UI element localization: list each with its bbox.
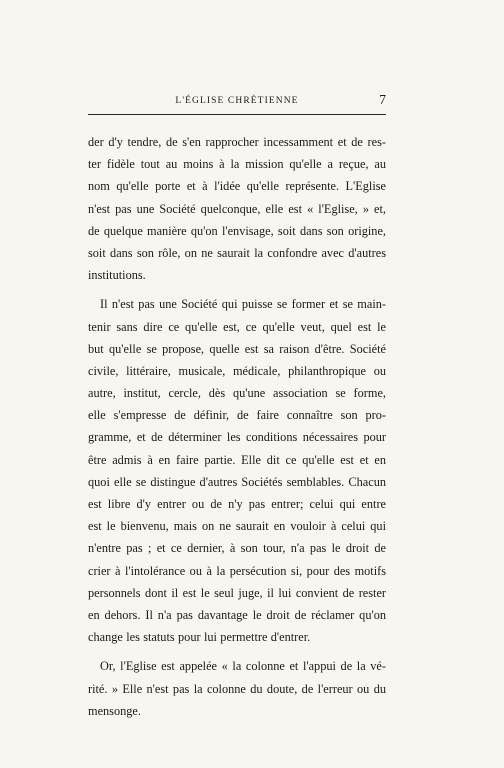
text-line: change les statuts pour lui permettre d'entrer. [88, 630, 311, 645]
text-line: Il n'est pas une Société qui puisse se former et se main- [100, 297, 386, 312]
text-line: gramme, et de déterminer les conditions nécessaires pour [88, 430, 386, 445]
running-title: L'ÉGLISE CHRÉTIENNE [175, 96, 299, 106]
text-line: est libre d'y entrer ou de n'y pas entrer; celui qui entre [88, 497, 386, 511]
text-line: en dehors. Il n'a pas davantage le droit de réclamer qu'on [88, 607, 386, 622]
text-line: de quelque manière qu'on l'envisage, soit dans son origine, [88, 223, 386, 238]
page-header [88, 90, 386, 115]
text-line: nom qu'elle porte et à l'idée qu'elle représente. L'Eglise [88, 179, 386, 194]
text-line: ter fidèle tout au moins à la mission qu'elle a reçue, au [88, 157, 386, 172]
page-number: 7 [379, 92, 386, 107]
text-line: crier à l'intolérance ou à la persécution si, pour des motifs [88, 563, 386, 578]
text-line: Or, l'Eglise est appelée « la colonne et l'appui de la vé- [100, 659, 386, 674]
text-line: institutions. [88, 268, 146, 283]
text-line: tenir sans dire ce qu'elle est, ce qu'elle veut, quel est le [88, 319, 386, 334]
text-line: soit dans son rôle, on ne saurait la confondre avec d'autres [88, 245, 386, 260]
paragraph [88, 131, 386, 286]
paragraph [88, 293, 386, 648]
text-line: der d'y tendre, de s'en rapprocher incessamment et de res- [88, 135, 386, 149]
text-line: quoi elle se distingue d'autres Sociétés semblables. Chacun [88, 474, 386, 489]
text-line: rité. » Elle n'est pas la colonne du doute, de l'erreur ou du [88, 681, 386, 696]
text-line: être admis à en faire partie. Elle dit ce qu'elle est et en [88, 452, 386, 467]
paragraph [88, 655, 386, 722]
body-text [88, 131, 386, 722]
text-line: autre, institut, cercle, dès qu'une association se forme, [88, 386, 386, 401]
text-line: but qu'elle se propose, quelle est sa raison d'être. Société [88, 341, 386, 356]
text-line: n'entre pas ; et ce dernier, à son tour, n'a pas le droit de [88, 541, 386, 556]
text-line: mensonge. [88, 703, 141, 718]
text-line: elle s'empresse de définir, de faire connaître son pro- [88, 408, 386, 423]
text-line: n'est pas une Société quelconque, elle est « l'Eglise, » et, [88, 201, 386, 216]
text-line: est le bienvenu, mais on ne saurait en vouloir à celui qui [88, 519, 386, 534]
text-line: personnels dont il est le seul juge, il lui convient de rester [88, 585, 386, 600]
text-line: civile, littéraire, musicale, médicale, philanthropique ou [88, 363, 386, 378]
